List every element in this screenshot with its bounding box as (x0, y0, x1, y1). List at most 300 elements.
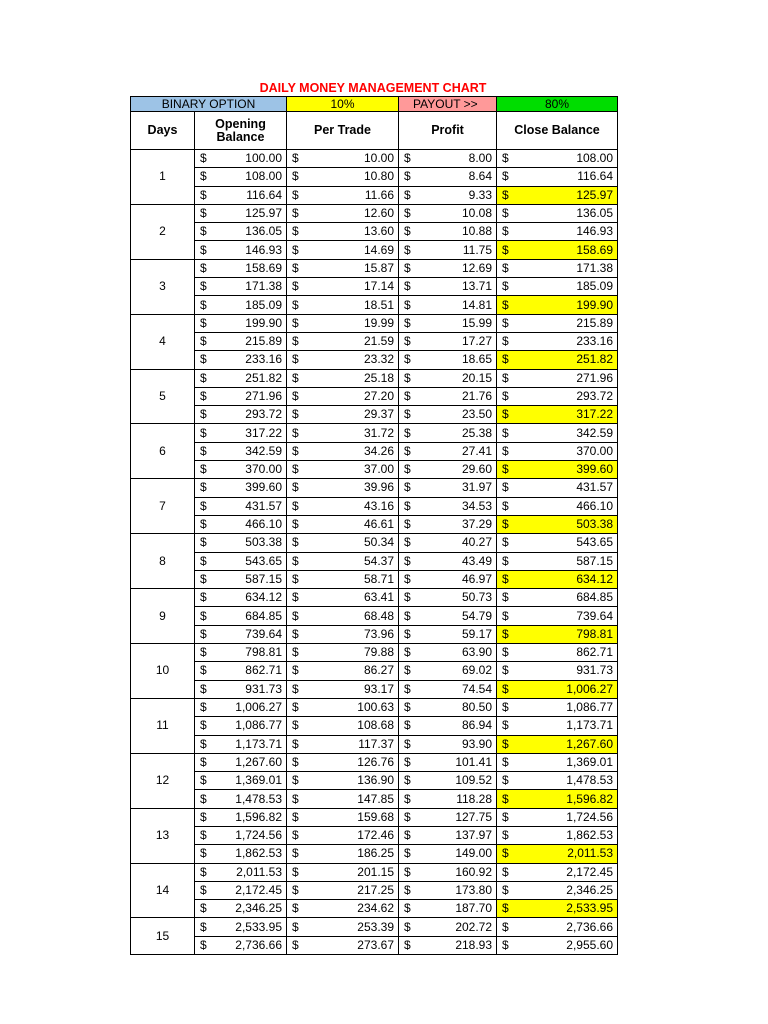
per-trade-value[interactable]: 58.71 (305, 570, 399, 588)
currency-symbol: $ (195, 296, 213, 314)
profit-value[interactable]: 23.50 (417, 406, 497, 424)
opening-balance-value[interactable]: 503.38 (213, 534, 287, 552)
table-row (131, 772, 618, 790)
per-trade-value[interactable]: 93.17 (305, 680, 399, 698)
profit-value[interactable]: 25.38 (417, 424, 497, 442)
currency-symbol: $ (287, 369, 305, 387)
currency-symbol: $ (399, 753, 417, 771)
opening-balance-value[interactable]: 431.57 (213, 497, 287, 515)
profit-value[interactable]: 118.28 (417, 790, 497, 808)
per-trade-value[interactable]: 37.00 (305, 461, 399, 479)
currency-symbol: $ (287, 936, 305, 954)
currency-symbol: $ (497, 204, 515, 222)
table-row (131, 863, 618, 881)
close-balance-value[interactable]: 1,006.27 (515, 680, 618, 698)
per-trade-value[interactable]: 31.72 (305, 424, 399, 442)
currency-symbol: $ (497, 515, 515, 533)
day-number: 3 (131, 259, 195, 314)
currency-symbol: $ (399, 772, 417, 790)
opening-balance-value[interactable]: 2,011.53 (213, 863, 287, 881)
table-row (131, 717, 618, 735)
per-trade-value[interactable]: 27.20 (305, 387, 399, 405)
per-trade-value[interactable]: 50.34 (305, 534, 399, 552)
opening-balance-value[interactable]: 399.60 (213, 479, 287, 497)
close-balance-value[interactable]: 158.69 (515, 241, 618, 259)
per-trade-value[interactable]: 43.16 (305, 497, 399, 515)
opening-balance-value[interactable]: 317.22 (213, 424, 287, 442)
currency-symbol: $ (287, 790, 305, 808)
table-row (131, 479, 618, 497)
profit-value[interactable]: 12.69 (417, 259, 497, 277)
close-balance-value[interactable]: 125.97 (515, 186, 618, 204)
profit-value[interactable]: 9.33 (417, 186, 497, 204)
profit-value[interactable]: 63.90 (417, 644, 497, 662)
currency-symbol: $ (497, 186, 515, 204)
opening-balance-value[interactable]: 116.64 (213, 186, 287, 204)
table-row (131, 680, 618, 698)
currency-symbol: $ (497, 424, 515, 442)
currency-symbol: $ (287, 808, 305, 826)
currency-symbol: $ (497, 900, 515, 918)
profit-value[interactable]: 80.50 (417, 698, 497, 716)
profit-value[interactable]: 34.53 (417, 497, 497, 515)
close-balance-value[interactable]: 2,172.45 (515, 863, 618, 881)
per-trade-value[interactable]: 79.88 (305, 644, 399, 662)
opening-balance-value[interactable]: 862.71 (213, 662, 287, 680)
currency-symbol: $ (287, 589, 305, 607)
close-balance-value[interactable]: 1,478.53 (515, 772, 618, 790)
currency-symbol: $ (497, 772, 515, 790)
profit-value[interactable]: 202.72 (417, 918, 497, 936)
close-balance-value[interactable]: 199.90 (515, 296, 618, 314)
per-trade-value[interactable]: 23.32 (305, 351, 399, 369)
profit-value[interactable]: 8.00 (417, 150, 497, 168)
currency-symbol: $ (399, 497, 417, 515)
per-trade-value[interactable]: 39.96 (305, 479, 399, 497)
close-balance-value[interactable]: 2,011.53 (515, 845, 618, 863)
close-balance-value[interactable]: 431.57 (515, 479, 618, 497)
currency-symbol: $ (195, 753, 213, 771)
per-trade-value[interactable]: 15.87 (305, 259, 399, 277)
per-trade-value[interactable]: 12.60 (305, 204, 399, 222)
per-trade-value[interactable]: 234.62 (305, 900, 399, 918)
currency-symbol: $ (497, 625, 515, 643)
per-trade-value[interactable]: 201.15 (305, 863, 399, 881)
currency-symbol: $ (399, 790, 417, 808)
per-trade-value[interactable]: 10.80 (305, 168, 399, 186)
profit-value[interactable]: 31.97 (417, 479, 497, 497)
currency-symbol: $ (497, 753, 515, 771)
table-row (131, 332, 618, 350)
per-trade-value[interactable]: 108.68 (305, 717, 399, 735)
table-row (131, 223, 618, 241)
profit-value[interactable]: 59.17 (417, 625, 497, 643)
profit-value[interactable]: 137.97 (417, 826, 497, 844)
close-balance-value[interactable]: 215.89 (515, 314, 618, 332)
profit-value[interactable]: 74.54 (417, 680, 497, 698)
per-trade-value[interactable]: 136.90 (305, 772, 399, 790)
close-balance-value[interactable]: 503.38 (515, 515, 618, 533)
profit-value[interactable]: 69.02 (417, 662, 497, 680)
close-balance-value[interactable]: 543.65 (515, 534, 618, 552)
column-header-row (131, 112, 618, 150)
opening-balance-value[interactable]: 136.05 (213, 223, 287, 241)
currency-symbol: $ (195, 936, 213, 954)
currency-symbol: $ (399, 625, 417, 643)
column-header-profit: Profit (399, 112, 497, 150)
currency-symbol: $ (195, 625, 213, 643)
currency-symbol: $ (287, 863, 305, 881)
currency-symbol: $ (195, 698, 213, 716)
table-row (131, 552, 618, 570)
close-balance-value[interactable]: 342.59 (515, 424, 618, 442)
opening-balance-value[interactable]: 342.59 (213, 442, 287, 460)
currency-symbol: $ (195, 259, 213, 277)
currency-symbol: $ (287, 845, 305, 863)
close-balance-value[interactable]: 116.64 (515, 168, 618, 186)
currency-symbol: $ (287, 607, 305, 625)
per-trade-value[interactable]: 253.39 (305, 918, 399, 936)
close-balance-value[interactable]: 108.00 (515, 150, 618, 168)
opening-balance-value[interactable]: 1,267.60 (213, 753, 287, 771)
currency-symbol: $ (497, 223, 515, 241)
currency-symbol: $ (195, 479, 213, 497)
currency-symbol: $ (399, 332, 417, 350)
profit-value[interactable]: 29.60 (417, 461, 497, 479)
day-number: 9 (131, 589, 195, 644)
profit-value[interactable]: 11.75 (417, 241, 497, 259)
profit-value[interactable]: 93.90 (417, 735, 497, 753)
column-header-per-trade: Per Trade (287, 112, 399, 150)
opening-balance-value[interactable]: 466.10 (213, 515, 287, 533)
per-trade-value[interactable]: 186.25 (305, 845, 399, 863)
trade-percent-value[interactable]: 10% (287, 97, 399, 112)
close-balance-value[interactable]: 2,346.25 (515, 881, 618, 899)
profit-value[interactable]: 8.64 (417, 168, 497, 186)
currency-symbol: $ (195, 881, 213, 899)
profit-value[interactable]: 37.29 (417, 515, 497, 533)
per-trade-value[interactable]: 73.96 (305, 625, 399, 643)
settings-row (131, 97, 618, 112)
opening-balance-value[interactable]: 125.97 (213, 204, 287, 222)
day-number: 10 (131, 644, 195, 699)
currency-symbol: $ (497, 168, 515, 186)
opening-balance-value[interactable]: 171.38 (213, 278, 287, 296)
currency-symbol: $ (195, 735, 213, 753)
per-trade-value[interactable]: 126.76 (305, 753, 399, 771)
close-balance-value[interactable]: 1,267.60 (515, 735, 618, 753)
close-balance-value[interactable]: 1,369.01 (515, 753, 618, 771)
opening-balance-value[interactable]: 233.16 (213, 351, 287, 369)
profit-value[interactable]: 10.88 (417, 223, 497, 241)
close-balance-value[interactable]: 146.93 (515, 223, 618, 241)
profit-value[interactable]: 109.52 (417, 772, 497, 790)
currency-symbol: $ (399, 808, 417, 826)
close-balance-value[interactable]: 171.38 (515, 259, 618, 277)
opening-balance-value[interactable]: 146.93 (213, 241, 287, 259)
opening-balance-value[interactable]: 271.96 (213, 387, 287, 405)
per-trade-value[interactable]: 159.68 (305, 808, 399, 826)
profit-value[interactable]: 101.41 (417, 753, 497, 771)
per-trade-value[interactable]: 10.00 (305, 150, 399, 168)
close-balance-value[interactable]: 2,533.95 (515, 900, 618, 918)
table-row (131, 424, 618, 442)
table-row (131, 790, 618, 808)
profit-value[interactable]: 13.71 (417, 278, 497, 296)
close-balance-value[interactable]: 587.15 (515, 552, 618, 570)
table-row (131, 186, 618, 204)
table-row (131, 534, 618, 552)
opening-balance-value[interactable]: 798.81 (213, 644, 287, 662)
table-row (131, 570, 618, 588)
table-row (131, 589, 618, 607)
per-trade-value[interactable]: 17.14 (305, 278, 399, 296)
currency-symbol: $ (287, 461, 305, 479)
column-header-days: Days (131, 112, 195, 150)
per-trade-value[interactable]: 29.37 (305, 406, 399, 424)
day-number: 6 (131, 424, 195, 479)
per-trade-value[interactable]: 13.60 (305, 223, 399, 241)
opening-balance-value[interactable]: 1,862.53 (213, 845, 287, 863)
profit-value[interactable]: 40.27 (417, 534, 497, 552)
close-balance-value[interactable]: 271.96 (515, 369, 618, 387)
opening-balance-value[interactable]: 1,596.82 (213, 808, 287, 826)
table-row (131, 735, 618, 753)
opening-balance-value[interactable]: 739.64 (213, 625, 287, 643)
per-trade-value[interactable]: 14.69 (305, 241, 399, 259)
profit-value[interactable]: 14.81 (417, 296, 497, 314)
per-trade-value[interactable]: 21.59 (305, 332, 399, 350)
close-balance-value[interactable]: 1,862.53 (515, 826, 618, 844)
currency-symbol: $ (399, 204, 417, 222)
opening-balance-value[interactable]: 931.73 (213, 680, 287, 698)
close-balance-value[interactable]: 233.16 (515, 332, 618, 350)
profit-value[interactable]: 10.08 (417, 204, 497, 222)
opening-balance-value[interactable]: 634.12 (213, 589, 287, 607)
currency-symbol: $ (497, 241, 515, 259)
table-row (131, 442, 618, 460)
close-balance-value[interactable]: 634.12 (515, 570, 618, 588)
currency-symbol: $ (497, 808, 515, 826)
currency-symbol: $ (195, 790, 213, 808)
table-row (131, 625, 618, 643)
currency-symbol: $ (399, 534, 417, 552)
day-number: 15 (131, 918, 195, 955)
close-balance-value[interactable]: 136.05 (515, 204, 618, 222)
close-balance-value[interactable]: 2,736.66 (515, 918, 618, 936)
currency-symbol: $ (195, 717, 213, 735)
per-trade-value[interactable]: 86.27 (305, 662, 399, 680)
profit-value[interactable]: 173.80 (417, 881, 497, 899)
payout-value[interactable]: 80% (497, 97, 618, 112)
currency-symbol: $ (497, 826, 515, 844)
currency-symbol: $ (399, 515, 417, 533)
opening-balance-value[interactable]: 1,724.56 (213, 826, 287, 844)
currency-symbol: $ (195, 552, 213, 570)
currency-symbol: $ (195, 168, 213, 186)
currency-symbol: $ (195, 497, 213, 515)
close-balance-value[interactable]: 251.82 (515, 351, 618, 369)
currency-symbol: $ (195, 186, 213, 204)
currency-symbol: $ (287, 881, 305, 899)
currency-symbol: $ (287, 826, 305, 844)
opening-balance-value[interactable]: 2,172.45 (213, 881, 287, 899)
close-balance-value[interactable]: 466.10 (515, 497, 618, 515)
currency-symbol: $ (497, 698, 515, 716)
currency-symbol: $ (287, 497, 305, 515)
per-trade-value[interactable]: 100.63 (305, 698, 399, 716)
currency-symbol: $ (399, 826, 417, 844)
profit-value[interactable]: 27.41 (417, 442, 497, 460)
currency-symbol: $ (399, 223, 417, 241)
currency-symbol: $ (497, 570, 515, 588)
currency-symbol: $ (497, 278, 515, 296)
currency-symbol: $ (497, 150, 515, 168)
opening-balance-value[interactable]: 543.65 (213, 552, 287, 570)
currency-symbol: $ (399, 735, 417, 753)
currency-symbol: $ (497, 552, 515, 570)
table-row (131, 515, 618, 533)
close-balance-value[interactable]: 1,596.82 (515, 790, 618, 808)
table-row (131, 351, 618, 369)
currency-symbol: $ (399, 369, 417, 387)
day-number: 7 (131, 479, 195, 534)
opening-balance-value[interactable]: 1,369.01 (213, 772, 287, 790)
currency-symbol: $ (399, 314, 417, 332)
currency-symbol: $ (195, 808, 213, 826)
per-trade-value[interactable]: 68.48 (305, 607, 399, 625)
currency-symbol: $ (287, 186, 305, 204)
profit-value[interactable]: 20.15 (417, 369, 497, 387)
profit-value[interactable]: 127.75 (417, 808, 497, 826)
currency-symbol: $ (399, 461, 417, 479)
profit-value[interactable]: 21.76 (417, 387, 497, 405)
currency-symbol: $ (195, 223, 213, 241)
profit-value[interactable]: 218.93 (417, 936, 497, 954)
currency-symbol: $ (287, 900, 305, 918)
profit-value[interactable]: 46.97 (417, 570, 497, 588)
per-trade-value[interactable]: 63.41 (305, 589, 399, 607)
opening-balance-value[interactable]: 100.00 (213, 150, 287, 168)
currency-symbol: $ (195, 204, 213, 222)
per-trade-value[interactable]: 117.37 (305, 735, 399, 753)
day-number: 8 (131, 534, 195, 589)
profit-value[interactable]: 160.92 (417, 863, 497, 881)
close-balance-value[interactable]: 1,173.71 (515, 717, 618, 735)
currency-symbol: $ (287, 753, 305, 771)
currency-symbol: $ (195, 278, 213, 296)
currency-symbol: $ (399, 662, 417, 680)
close-balance-value[interactable]: 862.71 (515, 644, 618, 662)
currency-symbol: $ (399, 900, 417, 918)
sheet-title: DAILY MONEY MANAGEMENT CHART (259, 81, 487, 95)
profit-value[interactable]: 18.65 (417, 351, 497, 369)
per-trade-value[interactable]: 217.25 (305, 881, 399, 899)
opening-balance-value[interactable]: 199.90 (213, 314, 287, 332)
currency-symbol: $ (287, 680, 305, 698)
per-trade-value[interactable]: 54.37 (305, 552, 399, 570)
per-trade-value[interactable]: 11.66 (305, 186, 399, 204)
opening-balance-value[interactable]: 251.82 (213, 369, 287, 387)
opening-balance-value[interactable]: 1,173.71 (213, 735, 287, 753)
close-balance-value[interactable]: 798.81 (515, 625, 618, 643)
close-balance-value[interactable]: 370.00 (515, 442, 618, 460)
currency-symbol: $ (399, 845, 417, 863)
currency-symbol: $ (195, 662, 213, 680)
column-header-opening-balance: Opening Balance (195, 112, 287, 150)
day-number: 13 (131, 808, 195, 863)
opening-balance-value[interactable]: 2,346.25 (213, 900, 287, 918)
per-trade-value[interactable]: 18.51 (305, 296, 399, 314)
opening-balance-value[interactable]: 1,086.77 (213, 717, 287, 735)
profit-value[interactable]: 54.79 (417, 607, 497, 625)
opening-balance-value[interactable]: 1,478.53 (213, 790, 287, 808)
close-balance-value[interactable]: 739.64 (515, 607, 618, 625)
profit-value[interactable]: 17.27 (417, 332, 497, 350)
table-row (131, 241, 618, 259)
per-trade-value[interactable]: 34.26 (305, 442, 399, 460)
currency-symbol: $ (497, 881, 515, 899)
currency-symbol: $ (497, 717, 515, 735)
currency-symbol: $ (287, 314, 305, 332)
per-trade-value[interactable]: 172.46 (305, 826, 399, 844)
profit-value[interactable]: 50.73 (417, 589, 497, 607)
table-row (131, 259, 618, 277)
table-row (131, 607, 618, 625)
per-trade-value[interactable]: 19.99 (305, 314, 399, 332)
opening-balance-value[interactable]: 215.89 (213, 332, 287, 350)
opening-balance-value[interactable]: 158.69 (213, 259, 287, 277)
currency-symbol: $ (399, 424, 417, 442)
table-row (131, 150, 618, 168)
close-balance-value[interactable]: 684.85 (515, 589, 618, 607)
profit-value[interactable]: 43.49 (417, 552, 497, 570)
close-balance-value[interactable]: 293.72 (515, 387, 618, 405)
table-row (131, 662, 618, 680)
opening-balance-value[interactable]: 185.09 (213, 296, 287, 314)
per-trade-value[interactable]: 46.61 (305, 515, 399, 533)
close-balance-value[interactable]: 1,086.77 (515, 698, 618, 716)
currency-symbol: $ (399, 589, 417, 607)
currency-symbol: $ (399, 918, 417, 936)
table-body (131, 97, 618, 955)
profit-value[interactable]: 15.99 (417, 314, 497, 332)
opening-balance-value[interactable]: 108.00 (213, 168, 287, 186)
profit-value[interactable]: 149.00 (417, 845, 497, 863)
close-balance-value[interactable]: 1,724.56 (515, 808, 618, 826)
close-balance-value[interactable]: 317.22 (515, 406, 618, 424)
per-trade-value[interactable]: 147.85 (305, 790, 399, 808)
opening-balance-value[interactable]: 293.72 (213, 406, 287, 424)
opening-balance-value[interactable]: 370.00 (213, 461, 287, 479)
payout-label: PAYOUT >> (399, 97, 497, 112)
opening-balance-value[interactable]: 684.85 (213, 607, 287, 625)
per-trade-value[interactable]: 25.18 (305, 369, 399, 387)
close-balance-value[interactable]: 399.60 (515, 461, 618, 479)
per-trade-value[interactable]: 273.67 (305, 936, 399, 954)
close-balance-value[interactable]: 931.73 (515, 662, 618, 680)
profit-value[interactable]: 187.70 (417, 900, 497, 918)
currency-symbol: $ (497, 259, 515, 277)
table-row (131, 387, 618, 405)
profit-value[interactable]: 86.94 (417, 717, 497, 735)
close-balance-value[interactable]: 2,955.60 (515, 936, 618, 954)
opening-balance-value[interactable]: 2,533.95 (213, 918, 287, 936)
close-balance-value[interactable]: 185.09 (515, 278, 618, 296)
opening-balance-value[interactable]: 2,736.66 (213, 936, 287, 954)
opening-balance-value[interactable]: 1,006.27 (213, 698, 287, 716)
opening-balance-value[interactable]: 587.15 (213, 570, 287, 588)
